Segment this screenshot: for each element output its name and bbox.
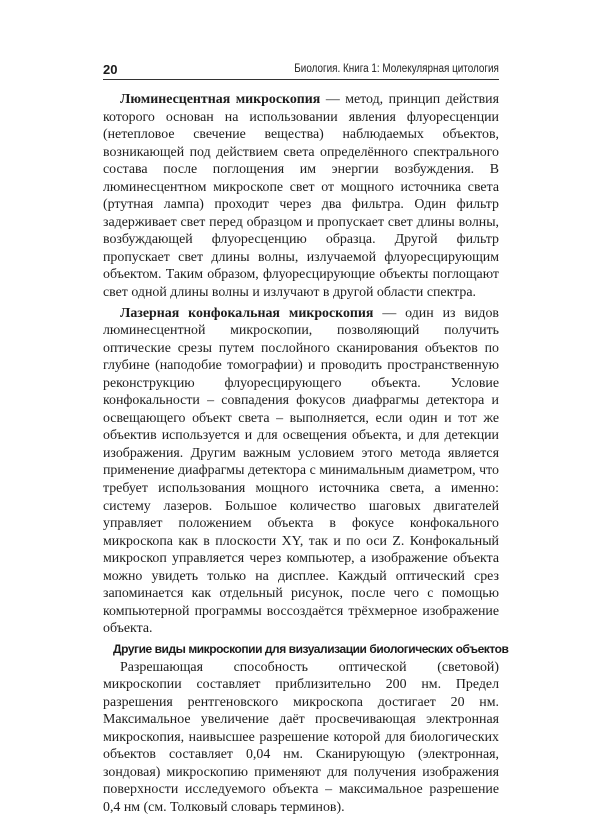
main-text — [103, 91, 499, 816]
page-header — [103, 62, 499, 80]
paragraph-confocal — [103, 305, 499, 638]
paragraph-luminescent — [103, 91, 499, 302]
paragraph-resolution: Разрешающая способность оптической (световой) микроскопии составляет приблизительно 200 нм. Предел разрешения рентгеновского микроскопа достигает 20 нм. Максимальное увеличение даёт просвечивающая электронная микроскопия, наивысшее разрешение которой для биологических объектов составляет 0,04 нм. Сканирующую (электронная, зондовая) микроскопию применяют для получения изображения поверхности исследуемого объекта – максимальное разрешение 0,4 нм (см. Толковый словарь терминов). — [103, 659, 499, 816]
term-confocal: Лазерная конфокальная микроскопия — [120, 306, 373, 321]
running-title: Биология. Книга 1: Молекулярная цитология — [294, 63, 499, 75]
header-rule — [103, 79, 499, 80]
body-confocal: — один из видов люминесцентной микроскопии, позволяющий получить оптические срезы путем послойного сканирования объектов по глубине (наподобие томографии) и проводить пространственную реконструкцию флуоресцирующего объекта. Условие конфокальности – совпадения фокусов диафрагмы детектора и освещающего объект света – выполняется, если один и тот же объектив используется и для освещения объекта, и для детекции изображения. Другим важным условием этого метода является применение диафрагмы детектора с минимальным диаметром, что требует использования мощного источника света, а именно: систему лазеров. Большое количество шаговых двигателей управляет положением объекта в фокусе конфокального микроскопа как в плоскости XY, так и по оси Z. Конфокальный микроскоп управляется через компьютер, а изображение объекта можно увидеть только на дисплее. Каждый оптический срез запоминается как отдельный рисунок, после чего с помощью компьютерной программы воссоздаётся трёхмерное изображение объекта. — [103, 306, 499, 637]
body-luminescent: — метод, принцип действия которого основан на использовании явления флуоресценции (нетепловое свечение вещества) наблюдаемых объектов, возникающей под действием света определённого спектрального состава после поглощения им энергии возбуждения. В люминесцентном микроскопе свет от мощного источника света (ртутная лампа) проходит через два фильтра. Один фильтр задерживает свет перед образцом и пропускает свет длины волны, возбуждающей флуоресценцию образца. Другой фильтр пропускает свет длины волны, излучаемой флуоресцирующим объектом. Таким образом, флуоресцирующие объекты поглощают свет одной длины волны и излучают в другой области спектра. — [103, 92, 499, 300]
page-number: 20 — [103, 62, 117, 77]
subheading-other-methods: Другие виды микроскопии для визуализации биологических объектов — [103, 641, 499, 659]
term-luminescent: Люминесцентная микроскопия — [120, 92, 320, 107]
